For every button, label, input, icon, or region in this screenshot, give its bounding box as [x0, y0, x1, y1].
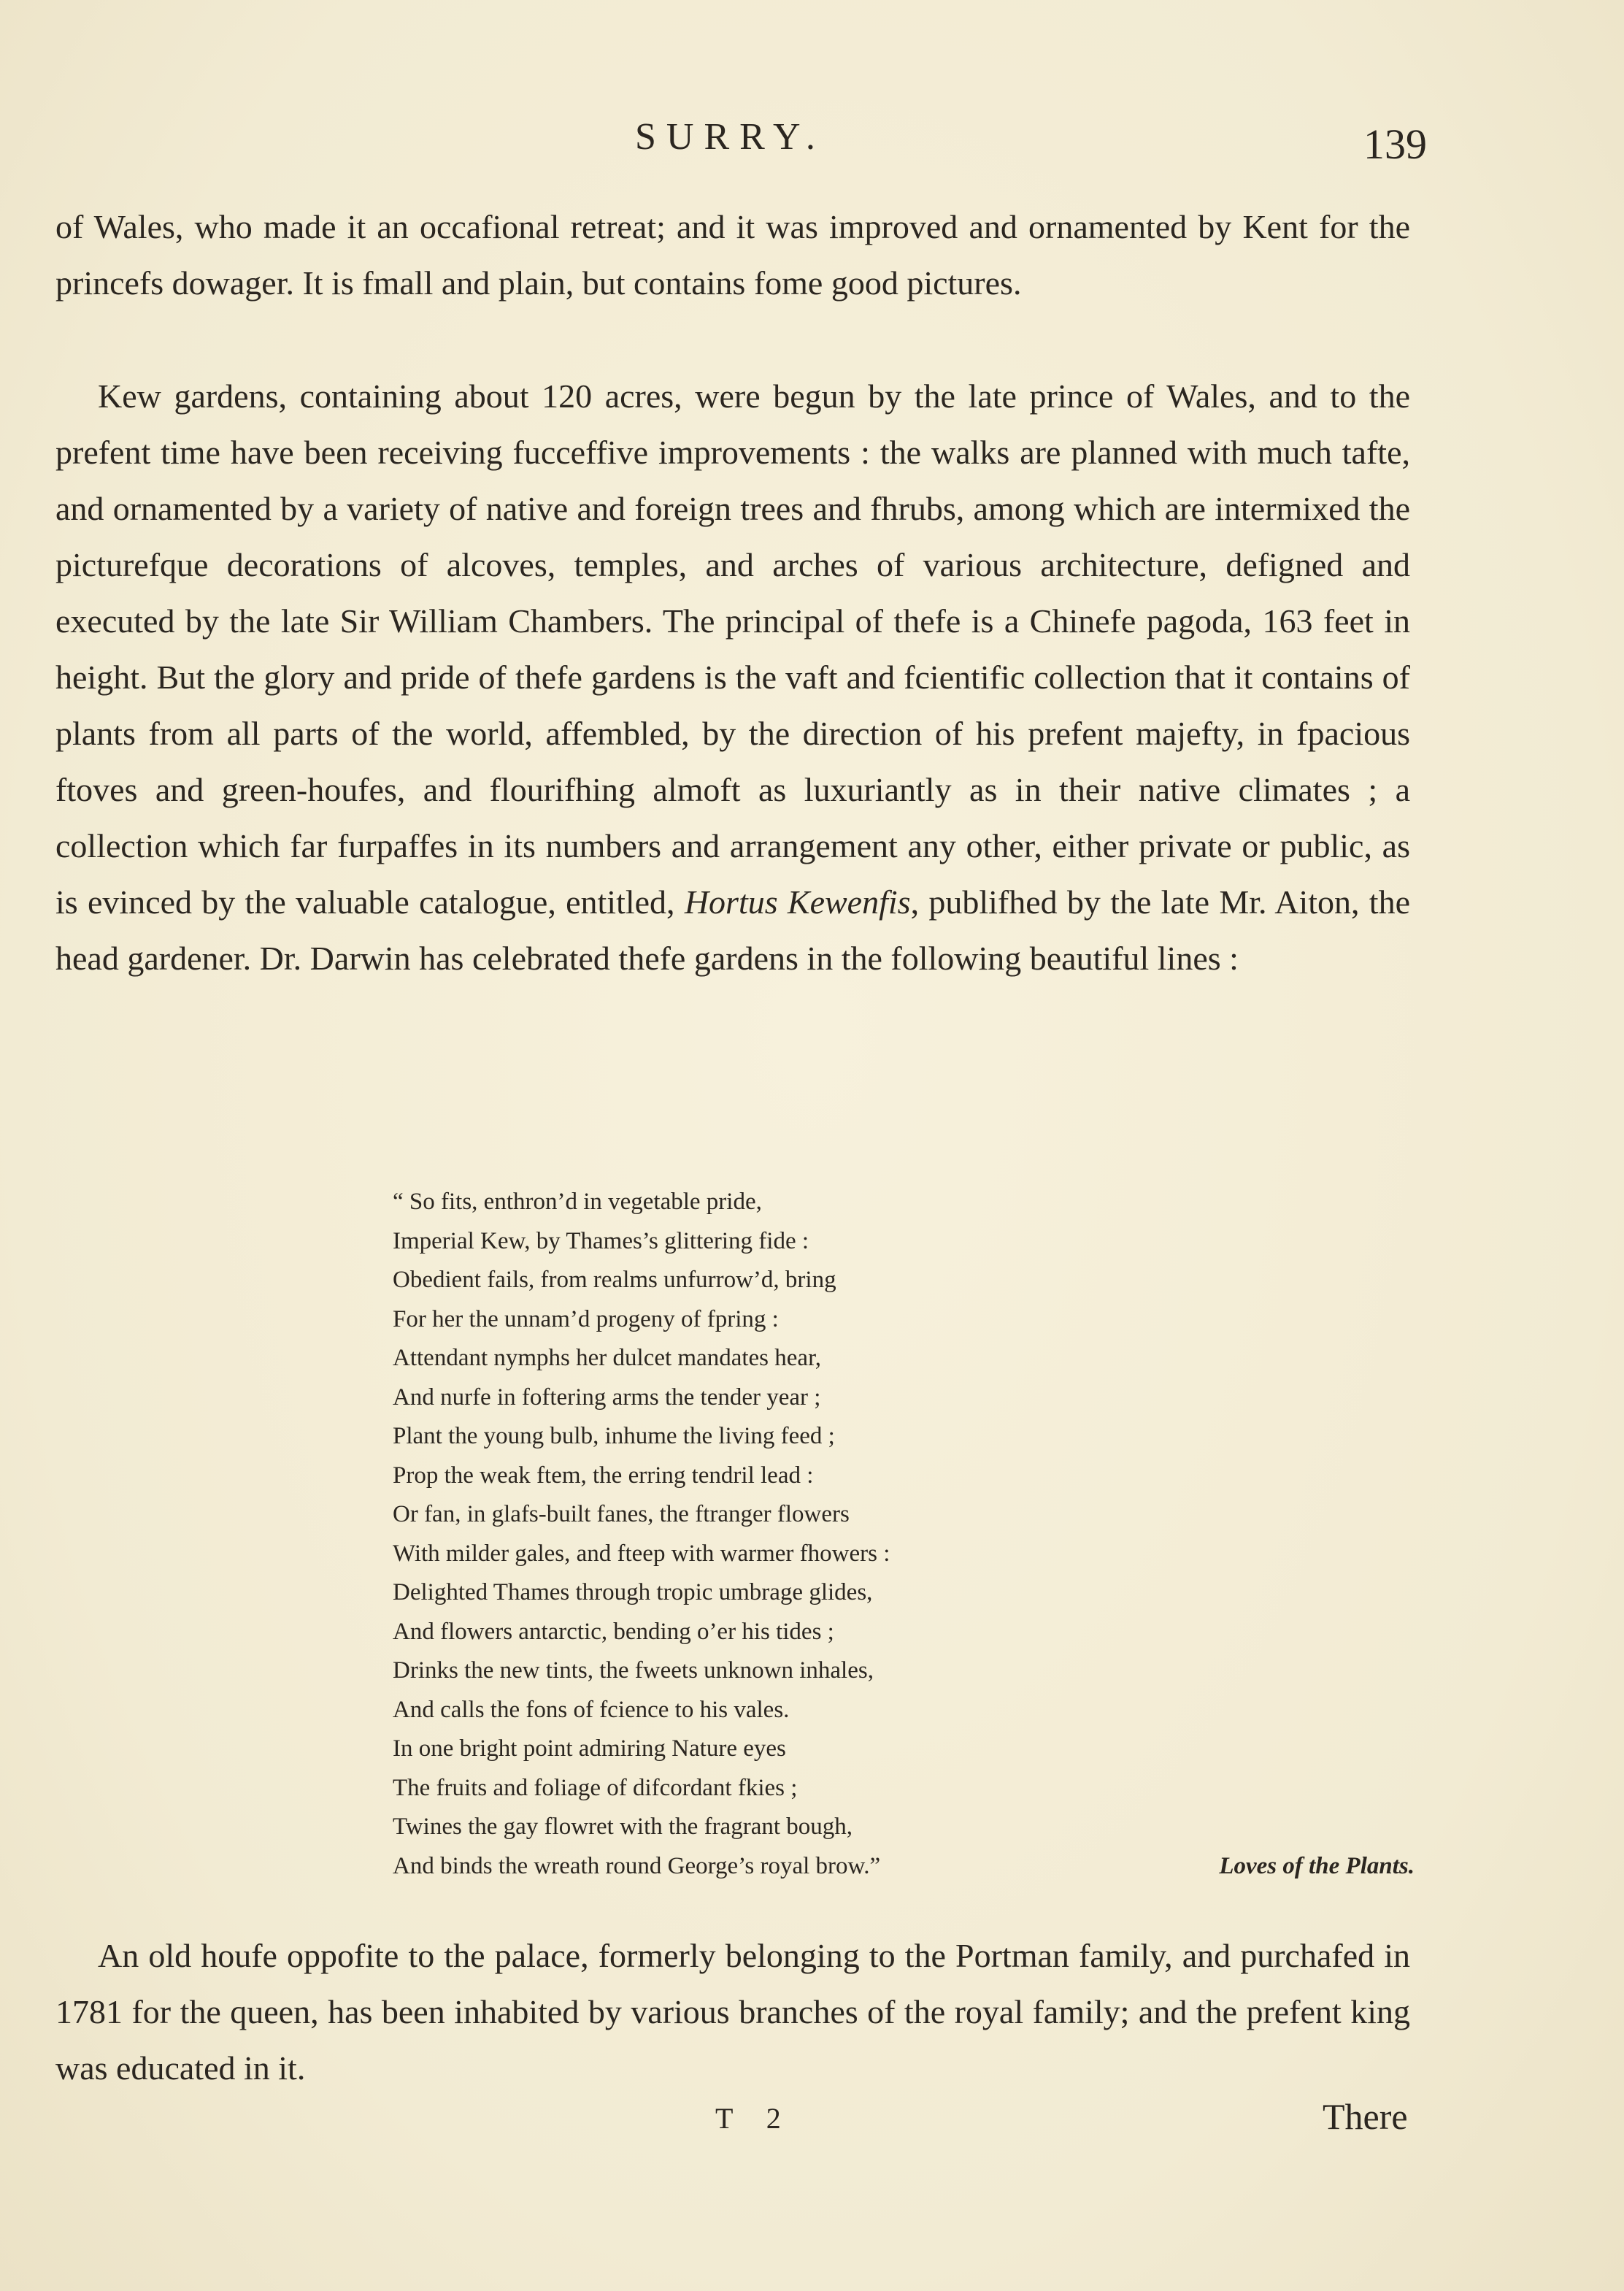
poem-line: Plant the young bulb, inhume the living feed ;: [393, 1423, 835, 1449]
catchword: There: [1323, 2096, 1408, 2137]
paragraph-text: [55, 368, 1410, 986]
paragraph-text: of Wales, who made it an occafional retreat; and it was improved and ornamented by Kent for the princefs dowager. It is fmall and plain, but contains fome good pictures.: [55, 208, 1410, 302]
poem-line: And binds the wreath round George’s royal brow.”: [393, 1852, 881, 1879]
text-before-title: Kew gardens, containing about 120 acres, were begun by the late prince of Wales, and to the prefent time have been receiving fucceffive improvements : the walks are planned with much tafte, and ornamented by a variety of native and foreign trees and fhrubs, among which are intermixed the picturefque decorations of alcoves, temples, and arches of various architecture, defigned and executed by the late Sir William Chambers. The principal of thefe is a Chinefe pagoda, 163 feet in height. But the glory and pride of thefe gardens is the vaft and fcientific collection that it contains of plants from all parts of the world, affembled, by the direction of his prefent majefty, in fpacious ftoves and green-houfes, and flourifhing almoft as luxuriantly as in their native climates ; a collection which far furpaffes in its numbers and arrangement any other, either private or public, as is evinced by the valuable catalogue, entitled,: [55, 377, 1410, 921]
poem-line: And calls the fons of fcience to his vales.: [393, 1696, 790, 1723]
poem-attribution: Loves of the Plants.: [1219, 1852, 1415, 1879]
paragraph-text: An old houfe oppofite to the palace, formerly belonging to the Portman family, and purchafed in 1781 for the queen, has been inhabited by various branches of the royal family; and the prefent king was educated in it.: [55, 1937, 1410, 2087]
poem-line: “ So fits, enthron’d in vegetable pride,: [393, 1189, 762, 1215]
poem-line: For her the unnam’d progeny of fpring :: [393, 1305, 779, 1332]
poem-line: With milder gales, and fteep with warmer fhowers :: [393, 1540, 890, 1567]
running-head: SURRY.: [635, 116, 826, 158]
poem-line: And nurfe in foftering arms the tender year ;: [393, 1384, 821, 1411]
book-title: Hortus Kewenfis: [684, 883, 911, 921]
poem-quotation: [393, 1183, 1415, 1886]
poem-line: Obedient fails, from realms unfurrow’d, bring: [393, 1267, 836, 1293]
poem-line: The fruits and foliage of difcordant fkies ;: [393, 1774, 798, 1801]
page-footer: [0, 2095, 1624, 2146]
paragraph-old-house: [55, 1927, 1410, 2096]
paragraph-kew-gardens: [55, 368, 1410, 986]
poem-line: And flowers antarctic, bending o’er his tides ;: [393, 1618, 834, 1645]
poem-line: In one bright point admiring Nature eyes: [393, 1735, 786, 1762]
page-header: [0, 115, 1624, 166]
poem-line: Drinks the new tints, the fweets unknown inhales,: [393, 1657, 874, 1684]
paragraph-continuation: [55, 199, 1410, 311]
poem-line: Attendant nymphs her dulcet mandates hear,: [393, 1345, 821, 1371]
poem-last-line: [393, 1847, 1415, 1887]
poem-line: Twines the gay flowret with the fragrant bough,: [393, 1814, 853, 1840]
poem-line: Or fan, in glafs-built fanes, the ftranger flowers: [393, 1501, 850, 1527]
signature-mark: T 2: [715, 2102, 794, 2135]
poem-line: Prop the weak ftem, the erring tendril lead :: [393, 1462, 814, 1489]
page-number: 139: [1363, 120, 1427, 168]
poem-line: Delighted Thames through tropic umbrage glides,: [393, 1579, 873, 1605]
poem-line: Imperial Kew, by Thames’s glittering fide :: [393, 1227, 809, 1254]
text-after-title: , publifhed by the late Mr. Aiton, the head gardener. Dr. Darwin has celebrated thefe gardens in the following beautiful lines :: [55, 883, 1411, 977]
